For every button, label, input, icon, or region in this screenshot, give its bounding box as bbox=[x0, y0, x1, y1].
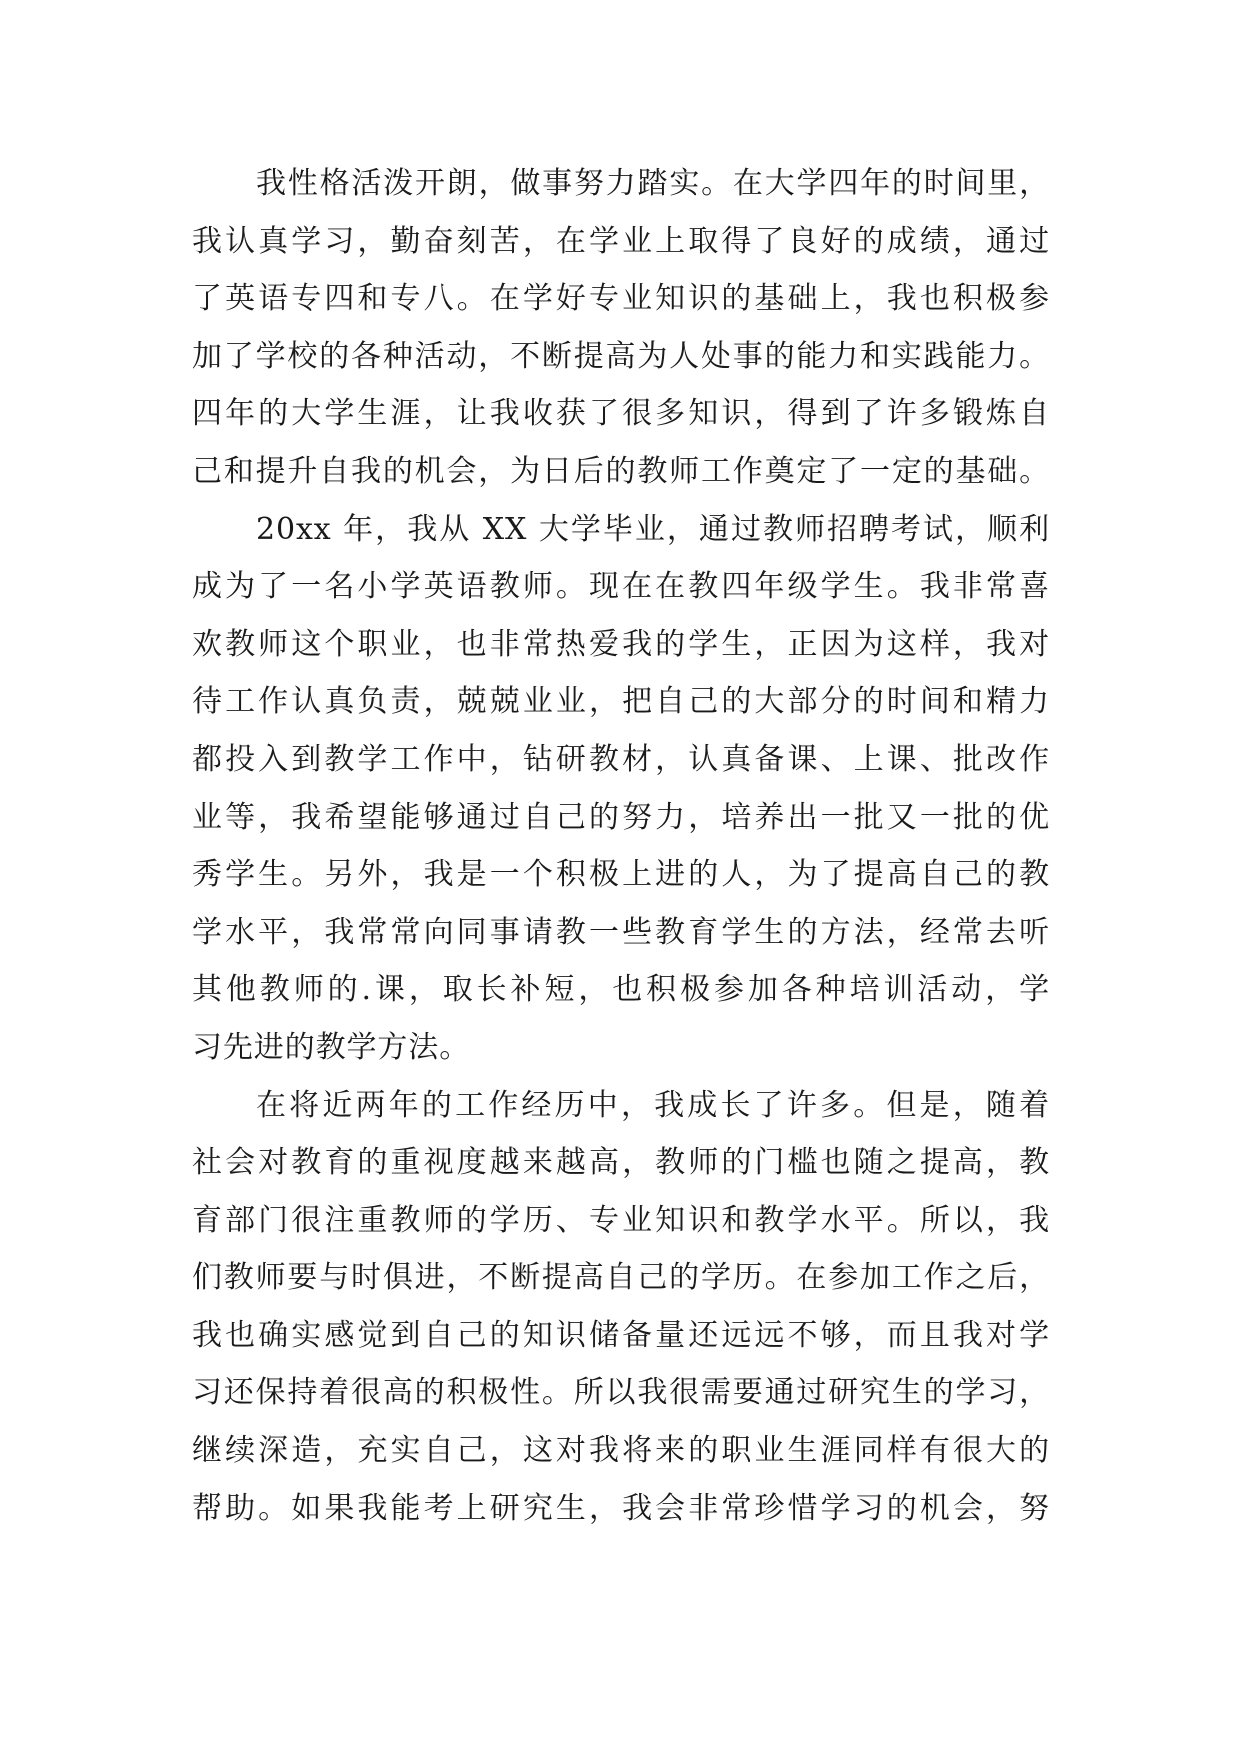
text-line: 业等，我希望能够通过自己的努力，培养出一批又一批的优 bbox=[192, 799, 1050, 835]
text-line: 我也确实感觉到自己的知识储备量还远远不够，而且我对学 bbox=[192, 1317, 1050, 1353]
text-line: 了英语专四和专八。在学好专业知识的基础上，我也积极参 bbox=[192, 281, 1050, 317]
text-line: 都投入到教学工作中，钻研教材，认真备课、上课、批改作 bbox=[192, 741, 1050, 777]
text-line: 其他教师的.课，取长补短，也积极参加各种培训活动，学 bbox=[192, 972, 1050, 1008]
paragraph-3 bbox=[192, 1077, 1050, 1538]
text-line: 己和提升自我的机会，为日后的教师工作奠定了一定的基础。 bbox=[192, 453, 1050, 489]
text-line: 在将近两年的工作经历中，我成长了许多。但是，随着 bbox=[256, 1087, 1050, 1123]
paragraph-1 bbox=[192, 155, 1050, 501]
text-line: 四年的大学生涯，让我收获了很多知识，得到了许多锻炼自 bbox=[192, 396, 1050, 432]
text-line: 学水平，我常常向同事请教一些教育学生的方法，经常去听 bbox=[192, 914, 1050, 950]
text-line: 习先进的教学方法。 bbox=[192, 1029, 471, 1065]
text-line: 育部门很注重教师的学历、专业知识和教学水平。所以，我 bbox=[192, 1202, 1050, 1238]
text-line: 成为了一名小学英语教师。现在在教四年级学生。我非常喜 bbox=[192, 569, 1050, 605]
body-text bbox=[192, 155, 1050, 1537]
text-line: 习还保持着很高的积极性。所以我很需要通过研究生的学习， bbox=[192, 1375, 1050, 1411]
text-line: 20xx 年，我从 XX 大学毕业，通过教师招聘考试，顺利 bbox=[256, 511, 1050, 547]
text-line: 欢教师这个职业，也非常热爱我的学生，正因为这样，我对 bbox=[192, 626, 1050, 662]
text-line: 待工作认真负责，兢兢业业，把自己的大部分的时间和精力 bbox=[192, 684, 1050, 720]
text-line: 帮助。如果我能考上研究生，我会非常珍惜学习的机会，努 bbox=[192, 1490, 1050, 1526]
text-line: 我性格活泼开朗，做事努力踏实。在大学四年的时间里， bbox=[256, 166, 1050, 201]
text-line: 社会对教育的重视度越来越高，教师的门槛也随之提高，教 bbox=[192, 1145, 1050, 1181]
text-line: 秀学生。另外，我是一个积极上进的人，为了提高自己的教 bbox=[192, 857, 1050, 893]
text-line: 们教师要与时俱进，不断提高自己的学历。在参加工作之后， bbox=[192, 1260, 1050, 1296]
text-line: 继续深造，充实自己，这对我将来的职业生涯同样有很大的 bbox=[192, 1433, 1050, 1469]
text-line: 我认真学习，勤奋刻苦，在学业上取得了良好的成绩，通过 bbox=[192, 223, 1050, 259]
text-line: 加了学校的各种活动，不断提高为人处事的能力和实践能力。 bbox=[192, 338, 1050, 374]
paragraph-2 bbox=[192, 501, 1050, 1077]
